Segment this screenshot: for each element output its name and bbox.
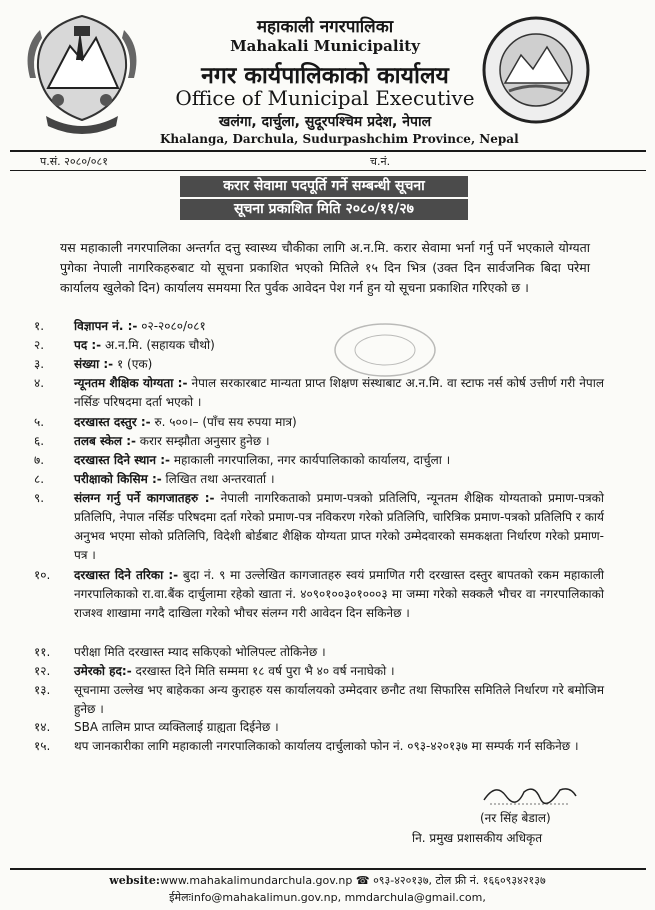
item-body <box>74 317 604 336</box>
item-label: न्यूनतम शैक्षिक योग्यता :- <box>74 376 188 390</box>
item-body <box>74 643 604 662</box>
item-text: लिखित तथा अन्तरवार्ता । <box>161 472 275 486</box>
item-number: ७. <box>34 453 45 467</box>
footer-email[interactable]: ईमेलःinfo@mahakalimun.gov.np, mmdarchula@gmail.com, <box>169 891 486 904</box>
item-text: १ (एक) <box>113 357 153 371</box>
office-title-en: Office of Municipal Executive <box>175 86 475 110</box>
notice-item <box>34 718 604 737</box>
item-body <box>74 489 604 565</box>
item-body <box>74 451 604 470</box>
item-number: ४. <box>34 376 45 390</box>
item-number: ११. <box>34 645 51 659</box>
item-body <box>74 336 604 355</box>
item-number: ६. <box>34 434 45 448</box>
website-label: website: <box>109 874 160 887</box>
item-body <box>74 566 604 623</box>
address-en: Khalanga, Darchula, Sudurpashchim Province, Nepal <box>160 132 519 146</box>
reference-number: प.सं. २०८०/०८१ <box>40 155 108 168</box>
item-number: ३. <box>34 357 45 371</box>
item-body <box>74 681 604 719</box>
item-text: महाकाली नगरपालिका, नगर कार्यपालिकाको कार्यालय, दार्चुला । <box>170 453 451 467</box>
notice-item <box>34 737 604 756</box>
item-text: SBA तालिम प्राप्त व्यक्तिलाई ग्राह्यता दिईनेछ । <box>74 720 279 734</box>
signatory-name: (नर सिंह बेडाल) <box>480 811 551 825</box>
item-number: १३. <box>34 683 51 697</box>
item-text: अ.न.मि. (सहायक चौथो) <box>101 338 215 352</box>
item-text: थप जानकारीका लागि महाकाली नगरपालिकाको कार्यालय दार्चुलाको फोन नं. ०९३-४२०१३७ मा सम्पर्क गर्न सकिनेछ । <box>74 739 579 753</box>
notice-item <box>34 317 604 336</box>
website-link[interactable]: www.mahakalimundarchula.gov.np <box>159 874 353 887</box>
notice-item <box>34 681 604 719</box>
item-text: ०२-२०८०/०८१ <box>137 319 206 333</box>
item-body <box>74 355 604 374</box>
item-text: परीक्षा मिति दरखास्त म्याद सकिएको भोलिपल्ट तोकिनेछ । <box>74 645 326 659</box>
signatory-title: नि. प्रमुख प्रशासकीय अधिकृत <box>412 831 543 845</box>
item-label: संलग्न गर्नु पर्ने कागजातहरु :- <box>74 491 215 505</box>
municipality-name-en: Mahakali Municipality <box>230 37 420 55</box>
footer-contact <box>20 873 635 888</box>
item-number: १५. <box>34 739 51 753</box>
item-text: बुदा नं. ९ मा उल्लेखित कागजातहरु स्वयं प्रमाणित गरी दरखास्त दस्तुर बापतको रकम महाकाली नगरपालिकाको रा.वा.बैंक दार्चुलामा रहेको खाता नं. ४०९०१००३०१०००३ मा जम्मा गरेको सक्कलै भौचर वा नगरपालिकाको राजश्व शाखामा नगदै दाखिला गरेको भौचर संलग्न गरी आवेदन दिन सकिनेछ । <box>74 568 604 620</box>
item-text: करार सम्झौता अनुसार हुनेछ । <box>135 434 270 448</box>
notice-item <box>34 432 604 451</box>
item-label: विज्ञापन नं. :- <box>74 319 138 333</box>
item-label: उमेरको हद:- <box>74 664 132 678</box>
item-label: तलब स्केल :- <box>74 434 136 448</box>
item-body <box>74 432 604 451</box>
notice-item <box>34 643 604 662</box>
item-text: नेपाल सरकारबाट मान्यता प्राप्त शिक्षण संस्थाबाट अ.न.मि. वा स्टाफ नर्स कोर्ष उत्तीर्ण गरी नेपाल नर्सिङ परिषदमा दर्ता भएको । <box>74 376 604 409</box>
reference-divider <box>10 170 646 171</box>
item-label: पद :- <box>74 338 102 352</box>
notice-item <box>34 413 604 432</box>
notice-title: करार सेवामा पदपूर्ति गर्ने सम्बन्धी सूचना <box>180 176 468 197</box>
item-label: संख्या :- <box>74 357 114 371</box>
municipality-seal-icon <box>481 15 591 125</box>
header-divider <box>10 150 646 152</box>
municipality-name-np: महाकाली नगरपालिका <box>256 17 394 37</box>
signature-icon <box>480 778 580 808</box>
nepal-emblem-icon <box>18 8 146 138</box>
item-body <box>74 737 604 756</box>
item-number: १४. <box>34 720 51 734</box>
item-number: १. <box>34 319 45 333</box>
notice-intro: यस महाकाली नगरपालिका अन्तर्गत दत्तु स्वास्थ्य चौकीका लागि अ.न.मि. करार सेवामा भर्ना गर्नु पर्ने भएकाले योग्यता पुगेका नेपाली नागरिकहरुबाट यो सूचना प्रकाशित भएको मितिले १५ दिन भित्र (उक्त दिन सार्वजनिक बिदा परेमा कार्यालय खुलेको दिन) कार्यालय समयमा रित पुर्वक आवेदन पेश गर्न हुन यो सूचना प्रकाशित गरिएको छ । <box>60 240 590 295</box>
item-label: दरखास्त दस्तुर :- <box>74 415 151 429</box>
chalani-number: च.नं. <box>370 155 391 168</box>
item-label: दरखास्त दिने तरिका :- <box>74 568 179 582</box>
item-body <box>74 374 604 412</box>
notice-item <box>34 336 604 355</box>
item-number: ८. <box>34 472 45 486</box>
notice-item <box>34 489 604 565</box>
item-number: ५. <box>34 415 45 429</box>
item-body <box>74 718 604 737</box>
item-number: १२. <box>34 664 51 678</box>
notice-item <box>34 470 604 489</box>
notice-item <box>34 566 604 623</box>
item-number: १०. <box>34 568 51 582</box>
notice-item <box>34 355 604 374</box>
item-text: सूचनामा उल्लेख भए बाहेकका अन्य कुराहरु यस कार्यालयको उम्मेदवार छनौट तथा सिफारिस समितिले निर्धारण गरे बमोजिम हुनेछ । <box>74 683 604 716</box>
publish-date: सूचना प्रकाशित मिति २०८०/११/२७ <box>180 199 468 220</box>
phone-text: ☎ ०९३-४२०१३७, टोल फ्री नं. १६६०९३४२१३७ <box>352 874 546 887</box>
footer-divider <box>10 868 646 870</box>
address-np: खलंगा, दार्चुला, सुदूरपश्चिम प्रदेश, नेपाल <box>218 114 432 130</box>
notice-item <box>34 451 604 470</box>
item-number: २. <box>34 338 45 352</box>
item-label: दरखास्त दिने स्थान :- <box>74 453 171 467</box>
item-number: ९. <box>34 491 45 505</box>
item-body <box>74 662 604 681</box>
office-title-np: नगर कार्यपालिकाको कार्यालय <box>201 63 449 89</box>
item-label: परीक्षाको किसिम :- <box>74 472 162 486</box>
item-body <box>74 413 604 432</box>
item-text: रु. ५००।– (पाँच सय रुपया मात्र) <box>150 415 297 429</box>
item-body <box>74 470 604 489</box>
notice-item <box>34 662 604 681</box>
item-text: दरखास्त दिने मिति सम्ममा १८ वर्ष पुरा भै ४० वर्ष ननाघेको । <box>131 664 395 678</box>
item-text: नेपाली नागरिकताको प्रमाण-पत्रको प्रतिलिपि, न्यूनतम शैक्षिक योग्यताको प्रमाण-पत्रको प्रतिलिपि, नेपाल नर्सिङ परिषदमा दर्ता गरेको प्रमाण-पत्र नविकरण गरेको प्रतिलिपि, चारित्रिक प्रमाण-पत्रको प्रतिलिपि र कार्य अनुभव भएमा सोको प्रतिलिपि, विदेशी बोर्डबाट शैक्षिक योग्यता प्राप्त गरेको उम्मेदवारको समकक्षता निर्धारण गरेको प्रमाण-पत्र । <box>74 491 604 562</box>
notice-item <box>34 374 604 412</box>
